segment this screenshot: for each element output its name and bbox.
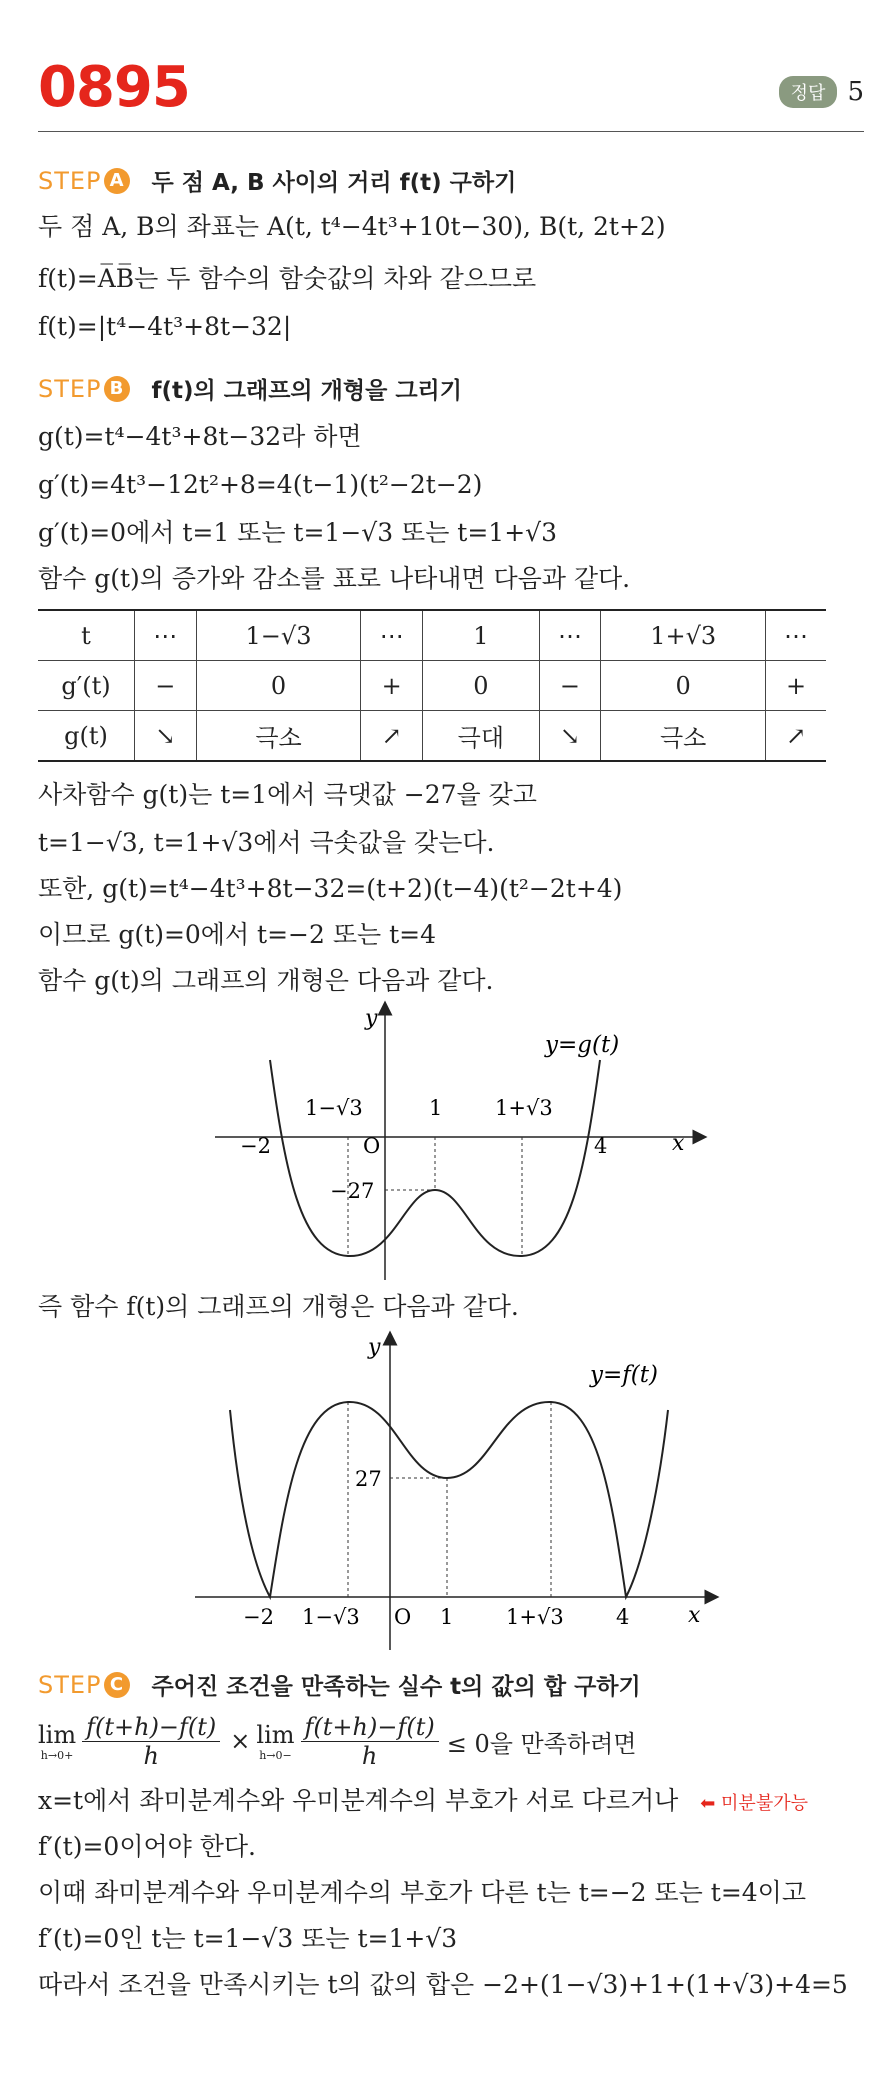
problem-header xyxy=(38,55,864,136)
x-tick-label: 1+√3 xyxy=(506,1605,564,1629)
limit-expression xyxy=(38,1708,636,1774)
curve-label: y=g(t) xyxy=(545,1032,620,1058)
frac-denominator: h xyxy=(143,1741,159,1770)
table-cell: ↗ xyxy=(766,711,826,762)
graph-f xyxy=(0,1330,892,1660)
frac-numerator: f(t+h)−f(t) xyxy=(82,1713,220,1742)
table-cell: ↘ xyxy=(539,711,601,762)
table-cell: 0 xyxy=(601,661,766,711)
x-tick-label: −2 xyxy=(240,1134,271,1158)
y-axis-label: y xyxy=(368,1335,381,1360)
step-word: STEP xyxy=(38,166,102,195)
table-cell: 0 xyxy=(196,661,361,711)
text-line-with-note xyxy=(38,1784,808,1821)
step-a-heading xyxy=(38,164,516,197)
text-line: f(t)=A̅B̅는 두 함수의 함숫값의 차와 같으므로 xyxy=(38,264,537,293)
text-line: 두 점 A, B의 좌표는 A(t, t⁴−4t³+10t−30), B(t, 2t+2) xyxy=(38,212,666,241)
table-cell: + xyxy=(766,661,826,711)
text-line: 함수 g(t)의 그래프의 개형은 다음과 같다. xyxy=(38,966,494,995)
step-word: STEP xyxy=(38,1670,102,1699)
curve-label: y=f(t) xyxy=(590,1362,658,1388)
y-tick-label: 27 xyxy=(355,1467,382,1491)
x-axis-label: x xyxy=(672,1131,685,1156)
text-line: 사차함수 g(t)는 t=1에서 극댓값 −27을 갖고 xyxy=(38,780,537,809)
variation-table xyxy=(38,609,826,762)
x-tick-label: 1−√3 xyxy=(302,1605,360,1629)
graph-g xyxy=(0,1000,892,1300)
table-cell: ↗ xyxy=(361,711,423,762)
step-c-heading xyxy=(38,1668,641,1701)
x-axis-label: x xyxy=(688,1603,701,1628)
text-line: g(t)=t⁴−4t³+8t−32라 하면 xyxy=(38,422,362,451)
table-row xyxy=(38,661,826,711)
x-tick-label: O xyxy=(394,1605,412,1629)
step-word: STEP xyxy=(38,374,102,403)
table-cell: 극소 xyxy=(196,711,361,762)
lim-word: lim xyxy=(38,1720,77,1749)
table-cell: + xyxy=(361,661,423,711)
inequality-rhs: ≤ 0을 만족하려면 xyxy=(446,1729,637,1758)
text-line: f(t)=|t⁴−4t³+8t−32| xyxy=(38,312,292,341)
step-b-heading xyxy=(38,372,462,405)
x-tick-label: 1+√3 xyxy=(495,1096,553,1120)
y-axis-label: y xyxy=(365,1006,378,1031)
text-line: g′(t)=4t³−12t²+8=4(t−1)(t²−2t−2) xyxy=(38,470,483,499)
table-cell: 1+√3 xyxy=(601,610,766,661)
step-letter: A xyxy=(104,168,130,194)
step-title: 주어진 조건을 만족하는 실수 t의 값의 합 구하기 xyxy=(151,1674,641,1700)
x-tick-label: −2 xyxy=(243,1605,274,1629)
x-tick-label: 4 xyxy=(594,1134,608,1158)
times-sign: × xyxy=(230,1727,251,1755)
x-tick-label: 4 xyxy=(616,1605,630,1629)
lim-sub: h→0− xyxy=(259,1748,292,1762)
problem-number: 0895 xyxy=(38,55,190,120)
table-cell: − xyxy=(539,661,601,711)
frac-denominator: h xyxy=(361,1741,378,1770)
table-cell: 1−√3 xyxy=(196,610,361,661)
table-cell: 극대 xyxy=(423,711,540,762)
table-cell: ⋯ xyxy=(135,610,197,661)
table-cell: ⋯ xyxy=(361,610,423,661)
x-tick-label: 1 xyxy=(429,1096,443,1120)
text-line: f′(t)=0이어야 한다. xyxy=(38,1832,256,1861)
table-cell: g′(t) xyxy=(38,661,135,711)
x-tick-label: O xyxy=(363,1134,381,1158)
table-cell: g(t) xyxy=(38,711,135,762)
x-tick-label: 1−√3 xyxy=(305,1096,363,1120)
answer-box xyxy=(779,76,864,108)
y-tick-label: −27 xyxy=(330,1179,375,1203)
text-line: 함수 g(t)의 증가와 감소를 표로 나타내면 다음과 같다. xyxy=(38,564,631,593)
step-title: f(t)의 그래프의 개형을 그리기 xyxy=(151,378,462,404)
table-cell: ↘ xyxy=(135,711,197,762)
step-letter: C xyxy=(104,1672,130,1698)
text-line: 이므로 g(t)=0에서 t=−2 또는 t=4 xyxy=(38,920,436,949)
header-divider xyxy=(38,131,864,132)
table-cell: ⋯ xyxy=(766,610,826,661)
table-cell: 1 xyxy=(423,610,540,661)
table-row xyxy=(38,711,826,762)
curve-g xyxy=(270,1060,600,1256)
text-line: g′(t)=0에서 t=1 또는 t=1−√3 또는 t=1+√3 xyxy=(38,518,557,547)
curve-f xyxy=(230,1402,668,1597)
step-title: 두 점 A, B 사이의 거리 f(t) 구하기 xyxy=(151,170,517,196)
lim-word: lim xyxy=(256,1720,295,1749)
table-cell: t xyxy=(38,610,135,661)
lim-sub: h→0+ xyxy=(40,1748,74,1762)
text-line: 따라서 조건을 만족시키는 t의 값의 합은 −2+(1−√3)+1+(1+√3)+4=5 xyxy=(38,1970,848,1999)
text-line: f′(t)=0인 t는 t=1−√3 또는 t=1+√3 xyxy=(38,1924,458,1953)
step-letter: B xyxy=(104,376,130,402)
frac-numerator: f(t+h)−f(t) xyxy=(301,1713,439,1742)
table-cell: ⋯ xyxy=(539,610,601,661)
table-cell: − xyxy=(135,661,197,711)
text-line: 이때 좌미분계수와 우미분계수의 부호가 다른 t는 t=−2 또는 t=4이고 xyxy=(38,1878,806,1907)
answer-value: 5 xyxy=(847,77,864,107)
x-tick-label: 1 xyxy=(440,1605,454,1629)
answer-badge: 정답 xyxy=(779,76,838,108)
table-cell: 0 xyxy=(423,661,540,711)
text-line: 즉 함수 f(t)의 그래프의 개형은 다음과 같다. xyxy=(38,1292,519,1321)
non-differentiable-note: ⬅ 미분불가능 xyxy=(700,1793,808,1814)
text-line: x=t에서 좌미분계수와 우미분계수의 부호가 서로 다르거나 xyxy=(38,1786,679,1815)
table-row xyxy=(38,610,826,661)
table-cell: 극소 xyxy=(601,711,766,762)
text-line: t=1−√3, t=1+√3에서 극솟값을 갖는다. xyxy=(38,828,495,857)
text-line: 또한, g(t)=t⁴−4t³+8t−32=(t+2)(t−4)(t²−2t+4) xyxy=(38,874,623,903)
